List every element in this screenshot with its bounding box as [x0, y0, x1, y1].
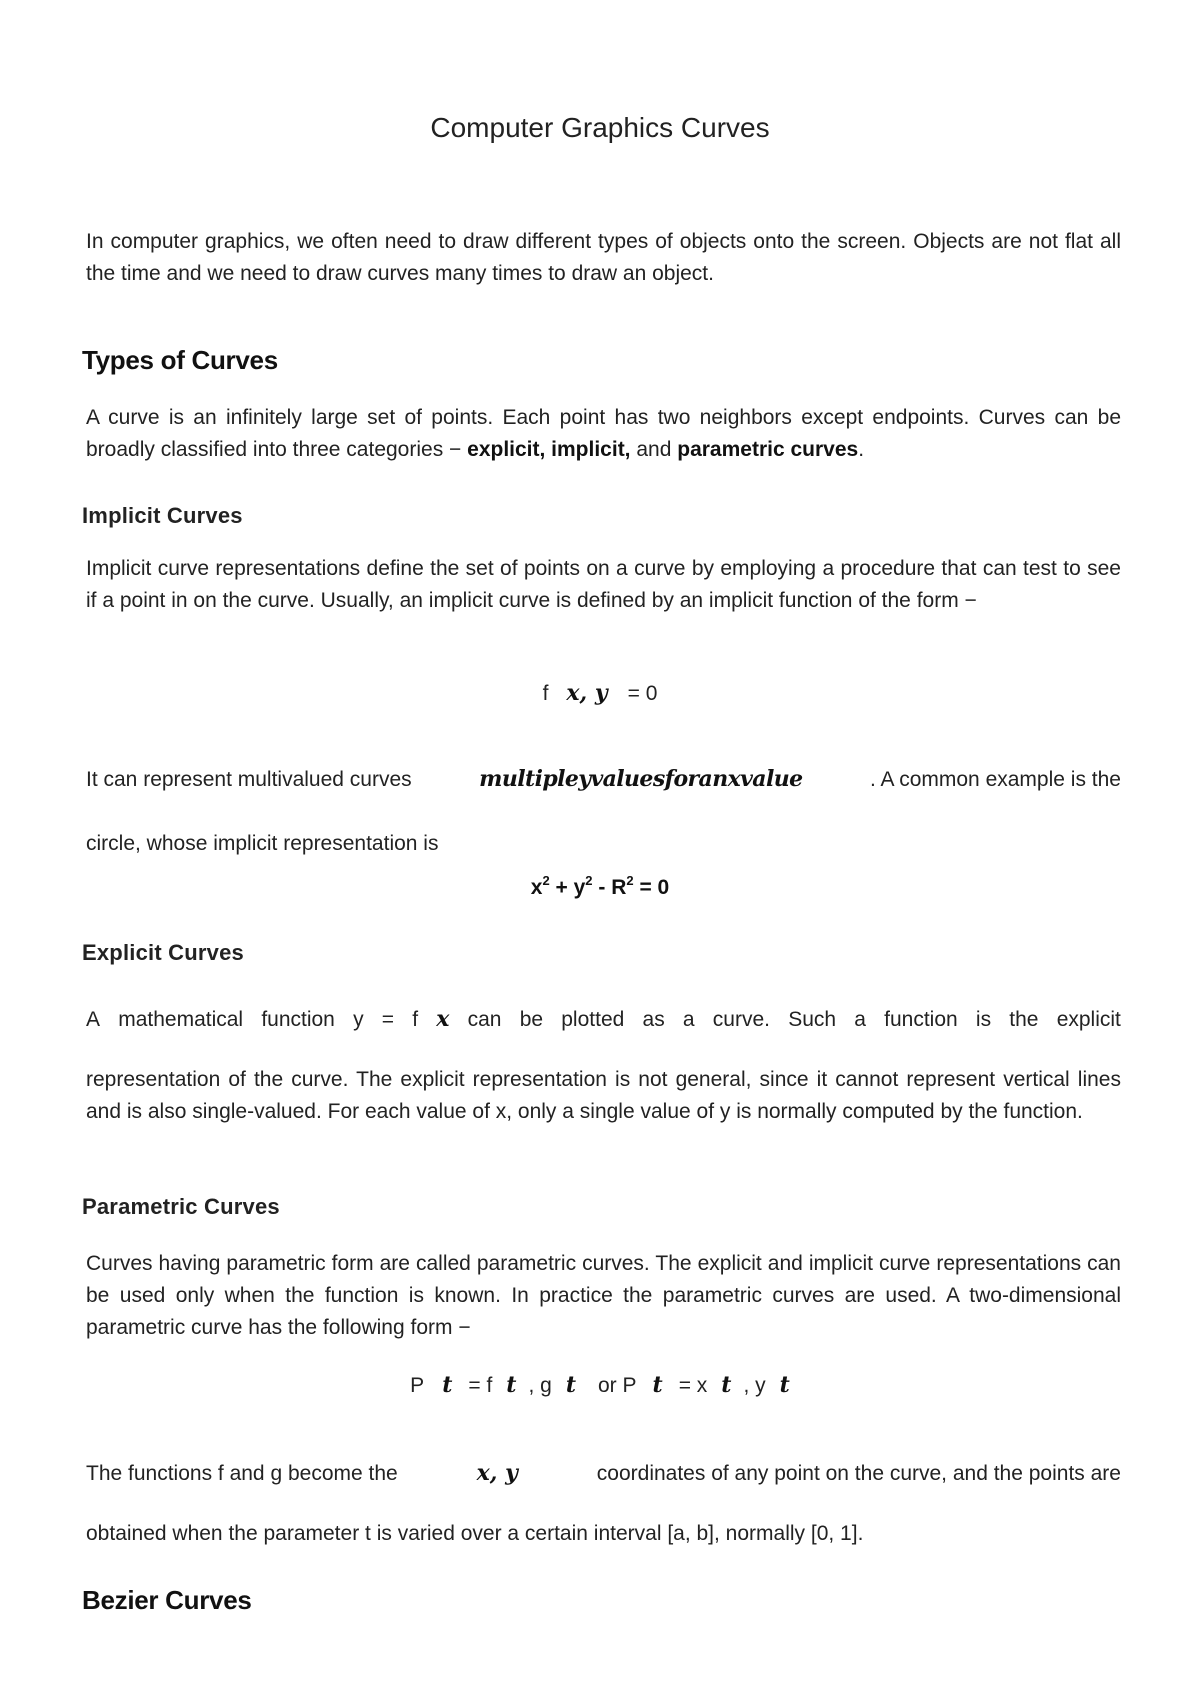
word: A: [86, 1008, 101, 1031]
formula-t: t: [442, 1372, 453, 1398]
formula-t: t: [779, 1372, 790, 1398]
word: curve.: [712, 1008, 770, 1031]
formula-part: , g: [528, 1374, 552, 1397]
explicit-heading: Explicit Curves: [82, 940, 244, 965]
coords-after: coordinates of any point on the curve, and the points are: [596, 1462, 1121, 1485]
word: f: [412, 1008, 419, 1031]
word: as: [642, 1008, 665, 1031]
word: =: [381, 1008, 395, 1031]
implicit-formula: [0, 680, 1200, 706]
word: function: [884, 1008, 958, 1031]
word: explicit: [1056, 1008, 1121, 1031]
circle-plus: + y: [555, 876, 586, 899]
circle-eq: = 0: [639, 876, 670, 899]
word: a: [682, 1008, 695, 1031]
implicit-paragraph: Implicit curve representations define the set of points on a curve by employing a procedure that can test to see if a point in on the curve. Usually, an implicit curve is defined by an implicit function of the form −: [86, 557, 1121, 612]
formula-part: = x: [678, 1374, 708, 1397]
coords-math: x, y: [476, 1460, 518, 1486]
types-bold-2: parametric curves: [677, 438, 859, 461]
word: mathematical: [118, 1008, 244, 1031]
formula-args: x, y: [566, 680, 608, 706]
types-mid: and: [630, 438, 678, 461]
explicit-paragraph: representation of the curve. The explicit representation is not general, since it cannot represent vertical lines and is also single-valued. For each value of x, only a single value of y is normally computed by the function.: [86, 1068, 1121, 1123]
explicit-line-1: [86, 1006, 1121, 1032]
types-bold-1: explicit, implicit,: [467, 438, 631, 461]
formula-part: = f: [468, 1374, 493, 1397]
word: the: [1009, 1008, 1039, 1031]
multivalued-after: . A common example is the: [870, 768, 1121, 791]
formula-t: t: [506, 1372, 517, 1398]
types-paragraph: [86, 402, 1121, 466]
parametric-heading: Parametric Curves: [82, 1194, 280, 1219]
word: a: [854, 1008, 866, 1031]
interval-line: obtained when the parameter t is varied over a certain interval [a, b], normally [0, 1].: [86, 1522, 864, 1545]
bezier-heading: Bezier Curves: [82, 1585, 252, 1615]
coords-line: [86, 1460, 1121, 1486]
word: function: [261, 1008, 335, 1031]
word: Such: [788, 1008, 837, 1031]
formula-part: or P: [598, 1374, 637, 1397]
word: is: [975, 1008, 992, 1031]
parametric-formula: [0, 1372, 1200, 1398]
word: can: [467, 1008, 502, 1031]
word: be: [519, 1008, 544, 1031]
circle-formula: [0, 873, 1200, 900]
circle-x-exp: 2: [542, 873, 550, 888]
multivalued-text: It can represent multivalued curves: [86, 768, 412, 791]
circle-y-exp: 2: [585, 873, 593, 888]
formula-f: f: [542, 682, 549, 705]
word: plotted: [561, 1008, 625, 1031]
multivalued-line: [86, 766, 1121, 792]
parametric-paragraph: Curves having parametric form are called parametric curves. The explicit and implicit curve representations can be used only when the function is known. In practice the parametric curves are used. A two-dimensional parametric curve has the following form −: [86, 1252, 1121, 1339]
implicit-heading: Implicit Curves: [82, 503, 243, 528]
formula-t: t: [565, 1372, 576, 1398]
circle-minus: - R: [598, 876, 627, 899]
multivalued-math: multipleyvaluesforanxvalue: [479, 766, 803, 792]
circle-line: circle, whose implicit representation is: [86, 832, 439, 855]
formula-part: P: [410, 1374, 425, 1397]
types-end: .: [858, 438, 865, 461]
page-title: Computer Graphics Curves: [430, 112, 770, 143]
formula-eq: = 0: [627, 682, 658, 705]
coords-before: The functions f and g become the: [86, 1462, 398, 1485]
math-x: x: [436, 1006, 450, 1032]
intro-paragraph: In computer graphics, we often need to draw different types of objects onto the screen. Objects are not flat all the time and we need to draw curves many times to draw an object.: [86, 230, 1121, 285]
circle-x: x: [530, 876, 543, 899]
word: y: [353, 1008, 364, 1031]
formula-t: t: [721, 1372, 732, 1398]
types-text: A curve is an infinitely large set of points. Each point has two neighbors except endpoints. Curves can be broadly classified into three categories −: [86, 406, 1121, 461]
formula-t: t: [652, 1372, 663, 1398]
circle-r-exp: 2: [626, 873, 634, 888]
types-heading: Types of Curves: [82, 345, 278, 375]
formula-part: , y: [743, 1374, 766, 1397]
